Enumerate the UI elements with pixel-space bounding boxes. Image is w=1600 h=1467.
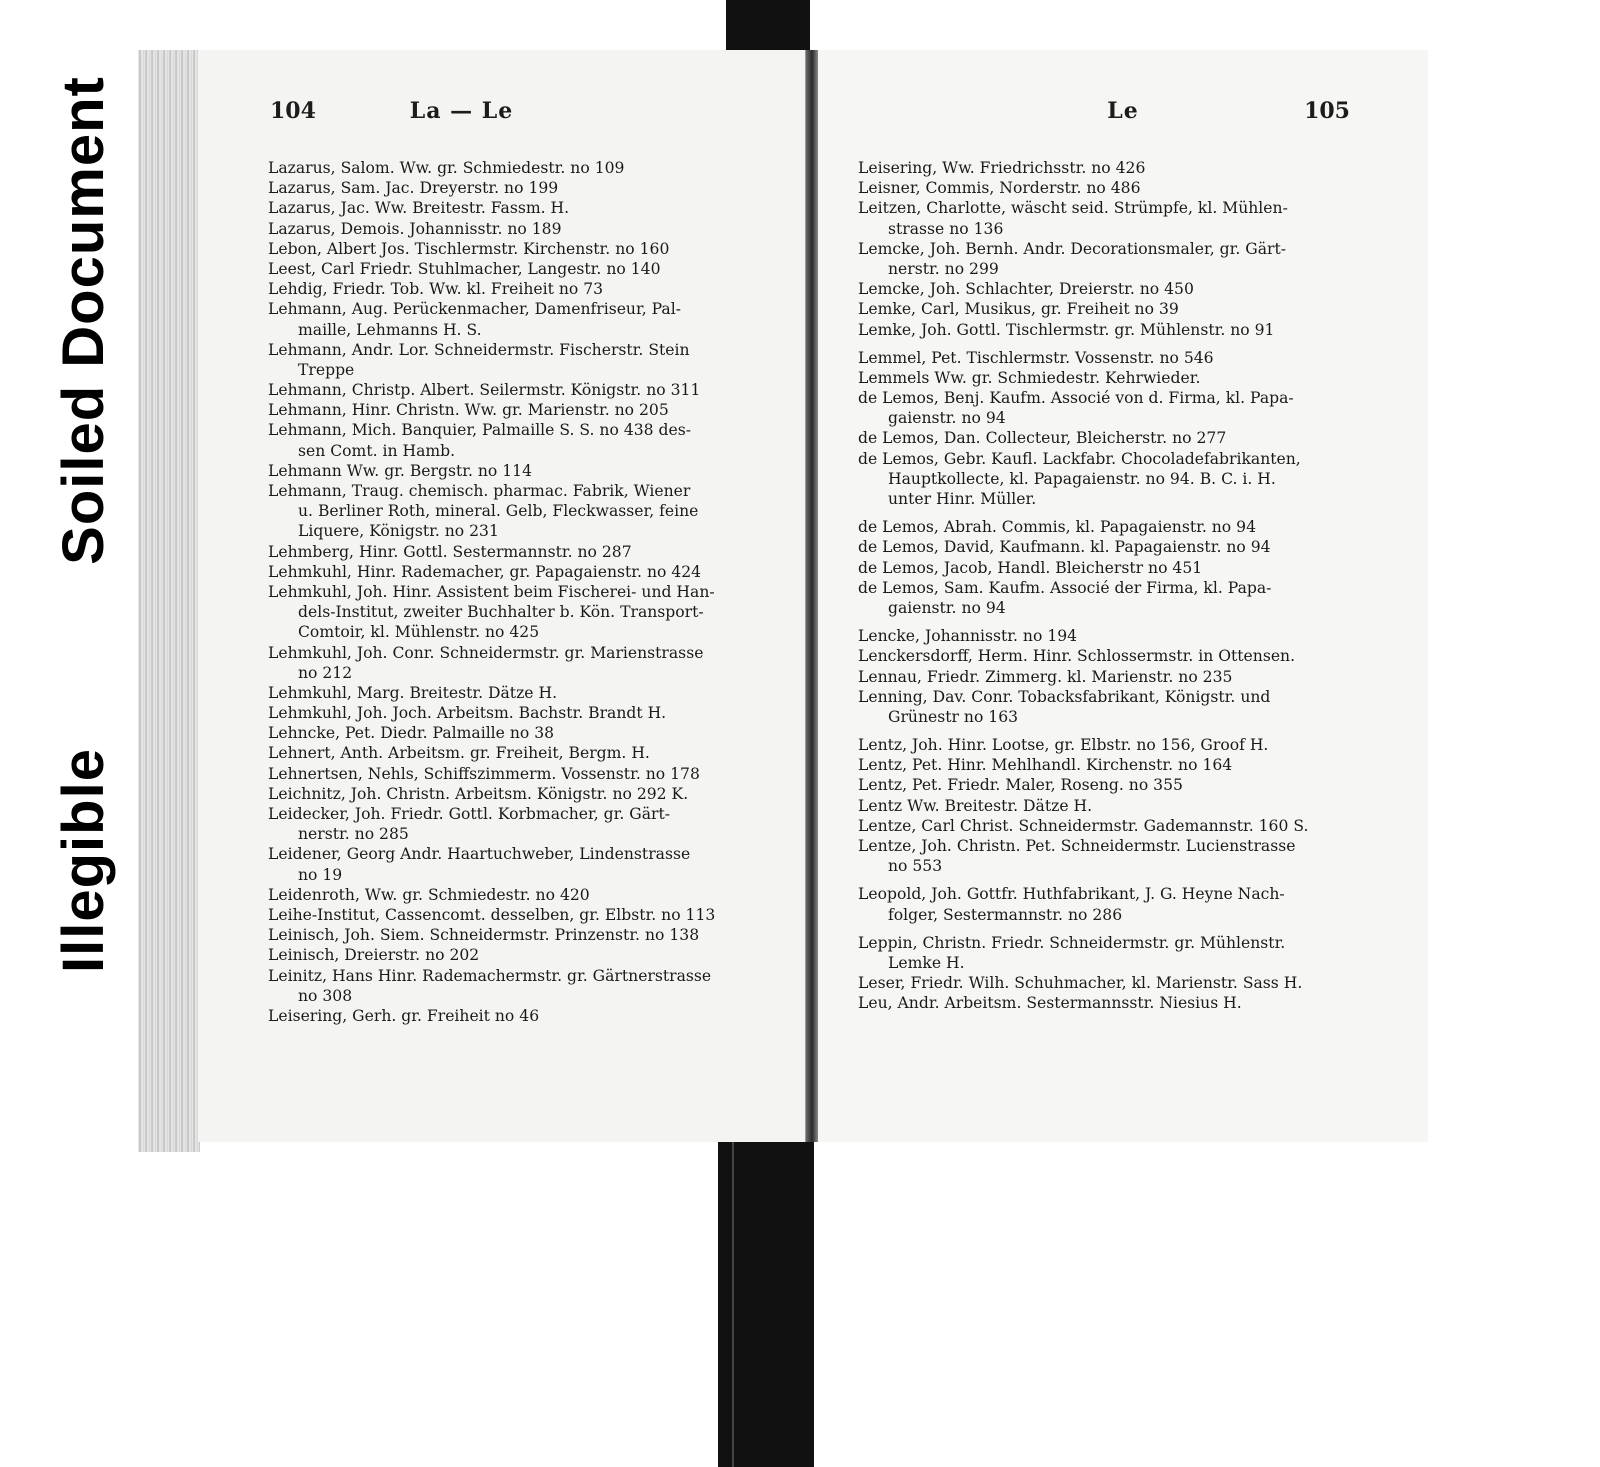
page-number: 105 <box>1304 98 1350 124</box>
directory-entry-line: maille, Lehmanns H. S. <box>298 320 482 339</box>
directory-entry-line: de Lemos, Gebr. Kaufl. Lackfabr. Chocoladefabrikanten, <box>858 449 1301 468</box>
directory-entry-line: Lehmann, Aug. Perückenmacher, Damenfriseur, Pal- <box>268 300 681 319</box>
illegible-label <box>48 700 118 1020</box>
directory-entry-line: Lehmberg, Hinr. Gottl. Sestermannstr. no 287 <box>268 542 632 561</box>
directory-entry-line: Lemke, Joh. Gottl. Tischlermstr. gr. Mühlenstr. no 91 <box>858 320 1275 339</box>
directory-entry-line: Treppe <box>298 360 355 379</box>
directory-entry-line: Leinitz, Hans Hinr. Rademachermstr. gr. Gärtnerstrasse <box>268 966 712 985</box>
directory-entry-line: Lehncke, Pet. Diedr. Palmaille no 38 <box>268 724 555 743</box>
book-gutter <box>806 50 818 1142</box>
book-spine-top <box>726 0 810 52</box>
directory-entry-line: Liquere, Königstr. no 231 <box>298 522 499 541</box>
directory-entry-line: strasse no 136 <box>888 219 1004 238</box>
directory-entry-line: Lazarus, Sam. Jac. Dreyerstr. no 199 <box>268 179 559 198</box>
directory-entry-line: Lazarus, Demois. Johannisstr. no 189 <box>268 219 562 238</box>
directory-entry-line: Leisering, Gerh. gr. Freiheit no 46 <box>268 1006 540 1025</box>
directory-entry-line: Lazarus, Salom. Ww. gr. Schmiedestr. no 109 <box>268 159 625 177</box>
directory-entry-line: Comtoir, kl. Mühlenstr. no 425 <box>298 623 540 642</box>
entry-spacer <box>858 925 1360 933</box>
directory-entry-line: folger, Sestermannstr. no 286 <box>888 905 1123 924</box>
directory-entry-line: Leinisch, Dreierstr. no 202 <box>268 946 480 965</box>
directory-entry-line: Lentze, Joh. Christn. Pet. Schneidermstr. Lucienstrasse <box>858 837 1296 855</box>
directory-entry-line: no 19 <box>298 865 343 884</box>
directory-entry-line: Lehnert, Anth. Arbeitsm. gr. Freiheit, Bergm. H. <box>268 744 650 763</box>
directory-entry-line: Lencke, Johannisstr. no 194 <box>858 627 1078 646</box>
directory-entry-line: Lentze, Carl Christ. Schneidermstr. Gademannstr. 160 S. <box>858 816 1309 835</box>
directory-entry-line: Lehdig, Friedr. Tob. Ww. kl. Freiheit no 73 <box>268 280 604 299</box>
directory-entry-line: Lazarus, Jac. Ww. Breitestr. Fassm. H. <box>268 199 570 218</box>
left-page-header <box>198 98 805 132</box>
directory-entry-line: Lemke H. <box>888 953 965 972</box>
directory-entry-line: Leidener, Georg Andr. Haartuchweber, Lindenstrasse <box>268 845 691 864</box>
directory-entry-line: no 212 <box>298 663 353 682</box>
directory-entry-line: Leihe-Institut, Cassencomt. desselben, gr. Elbstr. no 113 <box>268 905 716 924</box>
directory-entry-line: Lemmel, Pet. Tischlermstr. Vossenstr. no 546 <box>858 348 1214 367</box>
directory-entry-line: Lehmkuhl, Hinr. Rademacher, gr. Papagaienstr. no 424 <box>268 562 702 581</box>
directory-entry-line: Lennau, Friedr. Zimmerg. kl. Marienstr. no 235 <box>858 667 1233 686</box>
directory-entry-line: Lehmkuhl, Joh. Joch. Arbeitsm. Bachstr. Brandt H. <box>268 704 667 723</box>
directory-entry-line: no 553 <box>888 857 943 876</box>
page-edge-stack <box>138 50 200 1152</box>
soiled-document-text: Soiled Document <box>50 75 116 565</box>
directory-entry-line: Leppin, Christn. Friedr. Schneidermstr. gr. Mühlenstr. <box>858 933 1286 952</box>
left-page <box>198 50 806 1142</box>
right-page <box>818 50 1428 1142</box>
directory-entry-line: gaienstr. no 94 <box>888 598 1006 617</box>
book-spine-bottom <box>718 1142 814 1467</box>
entry-spacer <box>858 876 1360 884</box>
directory-entry-line: Lehmann, Hinr. Christn. Ww. gr. Marienstr. no 205 <box>268 401 669 420</box>
directory-entry-line: Lemmels Ww. gr. Schmiedestr. Kehrwieder. <box>858 368 1201 387</box>
directory-entry-line: Lentz, Pet. Friedr. Maler, Roseng. no 355 <box>858 776 1183 795</box>
directory-entry-line: Lebon, Albert Jos. Tischlermstr. Kirchenstr. no 160 <box>268 239 670 258</box>
directory-entry-line: Lehmann, Traug. chemisch. pharmac. Fabrik, Wiener <box>268 482 691 500</box>
directory-entry-line: de Lemos, David, Kaufmann. kl. Papagaienstr. no 94 <box>858 538 1271 557</box>
directory-entry-line: Leinisch, Joh. Siem. Schneidermstr. Prinzenstr. no 138 <box>268 926 700 945</box>
directory-entry-line: nerstr. no 299 <box>888 259 999 278</box>
directory-entry-line: no 308 <box>298 986 353 1005</box>
directory-entry-line: Lemke, Carl, Musikus, gr. Freiheit no 39 <box>858 300 1179 319</box>
soiled-document-label <box>48 40 118 600</box>
directory-entry-line: Lentz, Pet. Hinr. Mehlhandl. Kirchenstr. no 164 <box>858 756 1233 775</box>
right-page-header <box>818 98 1428 132</box>
directory-entry-line: Lehmann, Andr. Lor. Schneidermstr. Fischerstr. Stein <box>268 340 690 359</box>
directory-entry-line: Hauptkollecte, kl. Papagaienstr. no 94. B. C. i. H. <box>888 469 1276 488</box>
directory-entry-line: de Lemos, Dan. Collecteur, Bleicherstr. no 277 <box>858 429 1227 448</box>
directory-entry-line: Leser, Friedr. Wilh. Schuhmacher, kl. Marienstr. Sass H. <box>858 974 1303 993</box>
entry-spacer <box>858 618 1360 626</box>
directory-entry-line: Lentz Ww. Breitestr. Dätze H. <box>858 796 1093 815</box>
directory-entry-line: Leitzen, Charlotte, wäscht seid. Strümpfe, kl. Mühlen- <box>858 199 1288 218</box>
directory-entry-line: Lemcke, Joh. Bernh. Andr. Decorationsmaler, gr. Gärt- <box>858 239 1286 258</box>
running-head: La — Le <box>409 98 514 124</box>
directory-entry-line: Lehmann, Mich. Banquier, Palmaille S. S. no 438 des- <box>268 421 692 440</box>
directory-entry-line: Leu, Andr. Arbeitsm. Sestermannsstr. Niesius H. <box>858 994 1242 1013</box>
page-number: 104 <box>270 98 316 124</box>
entry-spacer <box>858 340 1360 348</box>
directory-entry-line: Lehnertsen, Nehls, Schiffszimmerm. Vossenstr. no 178 <box>268 764 700 783</box>
directory-entry-line: Grünestr no 163 <box>888 707 1019 726</box>
directory-entry-line: Lenning, Dav. Conr. Tobacksfabrikant, Königstr. und <box>858 687 1271 706</box>
directory-entry-line: Leidenroth, Ww. gr. Schmiedestr. no 420 <box>268 885 590 904</box>
entry-spacer <box>858 727 1360 735</box>
directory-entry-line: Lentz, Joh. Hinr. Lootse, gr. Elbstr. no 156, Groof H. <box>858 736 1269 755</box>
directory-entry-line: nerstr. no 285 <box>298 825 409 844</box>
directory-entry-line: sen Comt. in Hamb. <box>298 441 456 460</box>
directory-entry-line: Leidecker, Joh. Friedr. Gottl. Korbmacher, gr. Gärt- <box>268 805 671 823</box>
directory-entry-line: Lehmann Ww. gr. Bergstr. no 114 <box>268 461 533 480</box>
directory-entry-line: de Lemos, Abrah. Commis, kl. Papagaienstr. no 94 <box>858 518 1256 537</box>
directory-entry-line: unter Hinr. Müller. <box>888 490 1037 508</box>
entry-spacer <box>858 509 1360 517</box>
left-entry-list <box>268 158 760 1026</box>
directory-entry-line: gaienstr. no 94 <box>888 409 1006 428</box>
directory-entry-line: Leichnitz, Joh. Christn. Arbeitsm. Königstr. no 292 K. <box>268 784 689 803</box>
illegible-text: Illegible <box>50 747 116 973</box>
directory-entry-line: de Lemos, Jacob, Handl. Bleicherstr no 451 <box>858 558 1203 577</box>
directory-entry-line: Lehmkuhl, Marg. Breitestr. Dätze H. <box>268 683 558 702</box>
directory-entry-line: Lehmann, Christp. Albert. Seilermstr. Königstr. no 311 <box>268 381 701 400</box>
directory-entry-line: dels-Institut, zweiter Buchhalter b. Kön. Transport- <box>298 603 704 622</box>
directory-entry-line: u. Berliner Roth, mineral. Gelb, Fleckwasser, feine <box>298 502 699 521</box>
right-entry-list <box>858 158 1360 1014</box>
directory-entry-line: Leopold, Joh. Gottfr. Huthfabrikant, J. G. Heyne Nach- <box>858 885 1285 904</box>
running-head: Le <box>1107 98 1139 124</box>
directory-entry-line: de Lemos, Benj. Kaufm. Associé von d. Firma, kl. Papa- <box>858 389 1294 408</box>
directory-entry-line: Lenckersdorff, Herm. Hinr. Schlossermstr. in Ottensen. <box>858 647 1296 666</box>
directory-entry-line: Leest, Carl Friedr. Stuhlmacher, Langestr. no 140 <box>268 259 661 278</box>
directory-entry-line: Leisering, Ww. Friedrichsstr. no 426 <box>858 159 1146 177</box>
directory-entry-line: Lehmkuhl, Joh. Hinr. Assistent beim Fischerei- und Han- <box>268 582 715 601</box>
directory-entry-line: Lehmkuhl, Joh. Conr. Schneidermstr. gr. Marienstrasse <box>268 643 704 662</box>
directory-entry-line: de Lemos, Sam. Kaufm. Associé der Firma, kl. Papa- <box>858 578 1272 597</box>
directory-entry-line: Leisner, Commis, Norderstr. no 486 <box>858 179 1141 198</box>
directory-entry-line: Lemcke, Joh. Schlachter, Dreierstr. no 450 <box>858 280 1194 299</box>
